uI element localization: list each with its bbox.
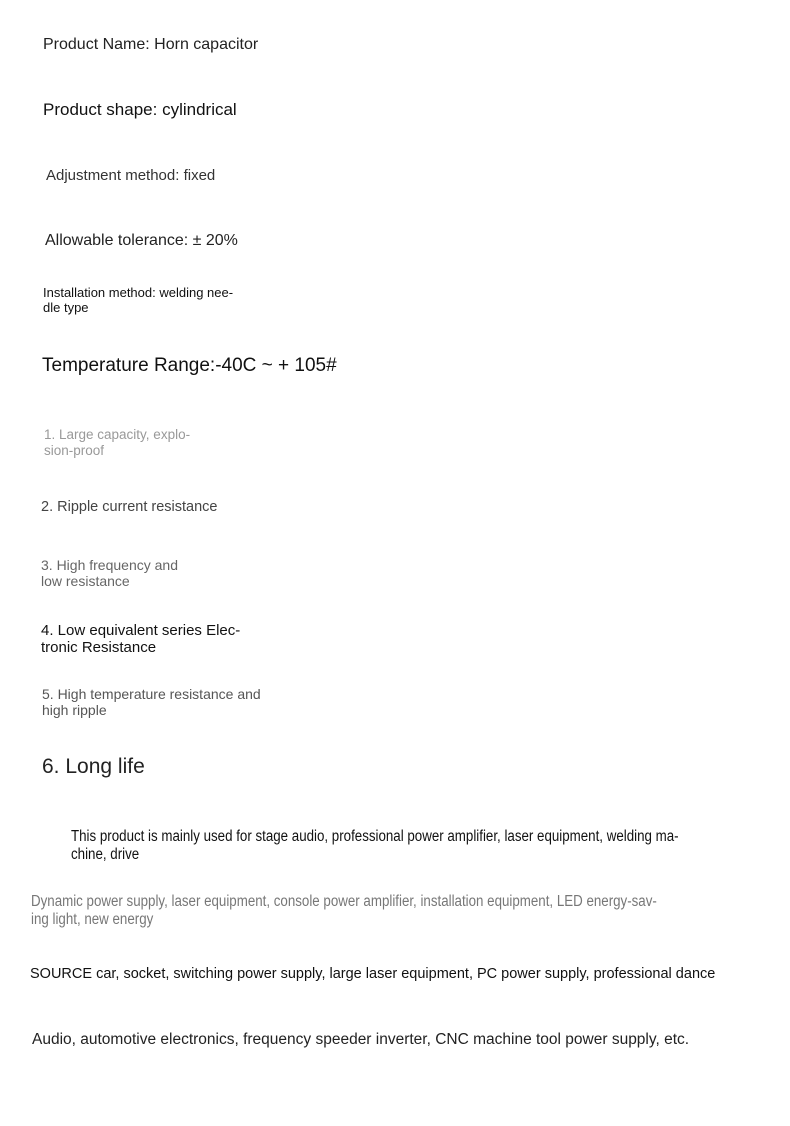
feature-6: 6. Long life: [42, 755, 145, 778]
feature-4-line-2: tronic Resistance: [41, 639, 157, 657]
feature-3: [41, 557, 178, 589]
product-shape: Product shape: cylindrical: [43, 100, 237, 119]
feature-5-line-2: high ripple: [42, 702, 107, 719]
feature-2: 2. Ripple current resistance: [41, 499, 218, 515]
installation-line-2: dle type: [43, 299, 89, 315]
feature-5: [42, 686, 261, 718]
installation-method: [43, 286, 233, 316]
feature-1-line-2: sion-proof: [44, 442, 105, 458]
usage-paragraph-2: [31, 893, 657, 929]
allowable-tolerance: Allowable tolerance: ± 20%: [45, 232, 238, 249]
product-name: Product Name: Horn capacitor: [43, 36, 259, 53]
feature-4: [41, 622, 240, 657]
usage-paragraph-1: [71, 828, 679, 864]
usage-1-line-1: This product is mainly used for stage audio, professional power amplifier, laser equipment, welding ma-: [71, 828, 679, 845]
usage-2-line-1: Dynamic power supply, laser equipment, console power amplifier, installation equipment, LED energy-sav-: [31, 893, 657, 910]
feature-1-line-1: 1. Large capacity, explo-: [44, 427, 191, 442]
usage-2-line-2: ing light, new energy: [31, 910, 154, 928]
feature-4-line-1: 4. Low equivalent series Elec-: [41, 622, 241, 639]
installation-line-1: Installation method: welding nee-: [43, 285, 234, 300]
usage-paragraph-3: SOURCE car, socket, switching power supply, large laser equipment, PC power supply, professional dance: [30, 966, 716, 982]
feature-1: [44, 427, 190, 458]
feature-5-line-1: 5. High temperature resistance and: [42, 686, 261, 702]
usage-1-line-2: chine, drive: [71, 845, 140, 863]
usage-paragraph-4: Audio, automotive electronics, frequency speeder inverter, CNC machine tool power supply, etc.: [32, 1031, 690, 1048]
feature-3-line-1: 3. High frequency and: [41, 557, 178, 573]
feature-3-line-2: low resistance: [41, 573, 130, 590]
temperature-range: Temperature Range:-40C ~ + 105#: [42, 355, 337, 376]
adjustment-method: Adjustment method: fixed: [46, 167, 216, 184]
